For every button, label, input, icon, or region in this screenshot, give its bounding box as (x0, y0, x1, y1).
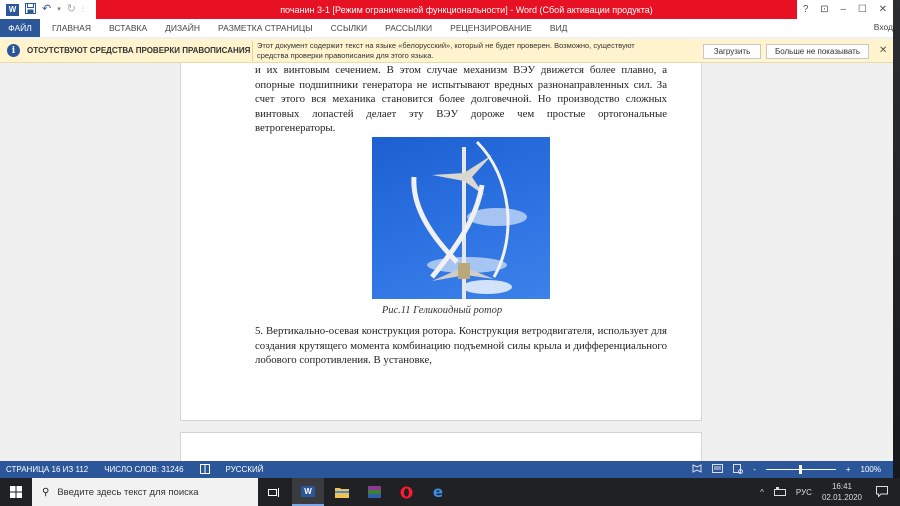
network-icon[interactable] (774, 487, 786, 498)
helicoid-rotor-image[interactable] (372, 137, 550, 299)
redo-icon[interactable]: ↻ (66, 3, 76, 15)
word-app-icon[interactable]: W (6, 4, 19, 16)
zoom-slider[interactable] (766, 469, 836, 470)
taskbar-winrar-icon[interactable] (358, 478, 390, 506)
search-placeholder: Введите здесь текст для поиска (57, 486, 199, 498)
clock-time: 16:41 (831, 482, 852, 491)
print-layout-icon[interactable] (712, 464, 723, 475)
language-indicator[interactable]: РУССКИЙ (225, 465, 264, 474)
word-count[interactable]: ЧИСЛО СЛОВ: 31246 (104, 465, 184, 474)
document-page[interactable] (180, 63, 702, 421)
undo-dropdown-icon[interactable]: ▾ (57, 6, 61, 13)
close-button[interactable]: ✕ (878, 4, 888, 15)
help-icon[interactable]: ? (802, 4, 809, 15)
quick-access-toolbar (0, 0, 96, 19)
start-button[interactable] (0, 478, 32, 506)
undo-icon[interactable]: ↶ (42, 3, 52, 15)
zoom-slider-thumb[interactable] (799, 465, 802, 474)
title-bar (0, 0, 893, 19)
save-icon[interactable] (25, 3, 36, 17)
download-button[interactable]: Загрузить (703, 44, 761, 59)
message-text: Этот документ содержит текст на языке «белорусский», который не будет проверен. Возможно, существуют средства проверки правописания для этого языка. (252, 41, 667, 61)
tab-home[interactable]: ГЛАВНАЯ (52, 23, 91, 33)
tab-insert[interactable]: ВСТАВКА (109, 23, 148, 33)
clock-date: 02.01.2020 (821, 493, 862, 502)
taskbar-opera-icon[interactable] (390, 478, 422, 506)
taskbar-file-explorer-icon[interactable] (326, 478, 358, 506)
sign-in-link[interactable]: Вход (873, 22, 893, 32)
windows-logo-icon (10, 486, 22, 498)
taskbar-word-icon[interactable]: W (292, 478, 324, 506)
window-title: почанин 3-1 [Режим ограниченной функциональности] - Word (Сбой активации продукта) (96, 0, 797, 19)
tab-view[interactable]: ВИД (549, 23, 568, 33)
info-icon: i (7, 44, 20, 57)
tab-review[interactable]: РЕЦЕНЗИРОВАНИЕ (450, 23, 532, 33)
paragraph-vertical-axis[interactable]: 5. Вертикально-осевая конструкция ротора. Конструкция ветродвигателя, использует для создания крутящего момента комбинацию подъемной силы крыла и дифференциального лобового сопротивления. В установке, (255, 325, 667, 367)
figure-caption: Рис.11 Геликоидный ротор (381, 305, 503, 316)
status-bar (0, 461, 893, 478)
dont-show-again-button[interactable]: Больше не показывать (766, 44, 869, 59)
paragraph-helicoid-description[interactable]: и их винтовым сечением. В этом случае механизм ВЭУ движется более плавно, а опорные подшипники генератора не испытывают вредных разнонаправленных сил. За счет этого вся механика становится более долговечной. Но производство сложных винтовых лопастей делает эту ВЭУ дороже чем простые ортогональные ветрогенераторы. (255, 64, 667, 135)
close-message-icon[interactable]: ✕ (879, 45, 888, 56)
input-language[interactable]: РУС (795, 487, 812, 497)
tab-page-layout[interactable]: РАЗМЕТКА СТРАНИЦЫ (218, 23, 313, 33)
tab-mailings[interactable]: РАССЫЛКИ (385, 23, 433, 33)
web-layout-icon[interactable] (733, 464, 743, 476)
message-title: ОТСУТСТВУЮТ СРЕДСТВА ПРОВЕРКИ ПРАВОПИСАНИЯ (27, 46, 251, 55)
page-count[interactable]: СТРАНИЦА 16 ИЗ 112 (6, 465, 89, 474)
zoom-out-button[interactable]: - (753, 465, 756, 474)
task-view-icon[interactable] (258, 478, 290, 506)
view-zoom-controls (692, 461, 893, 478)
ribbon-display-options-icon[interactable]: ⊡ (820, 4, 829, 15)
windows-taskbar (0, 478, 900, 506)
show-hidden-icons-icon[interactable]: ^ (760, 487, 764, 497)
zoom-in-button[interactable]: + (845, 465, 851, 474)
proofing-icon[interactable] (200, 464, 210, 476)
proofing-message-bar (0, 39, 893, 63)
maximize-button[interactable]: ☐ (857, 4, 867, 15)
system-tray (760, 478, 900, 506)
ribbon-tabs (0, 19, 893, 37)
window-controls (797, 0, 893, 19)
desktop-background (893, 0, 900, 478)
zoom-level[interactable]: 100% (860, 465, 881, 474)
action-center-icon[interactable] (876, 486, 888, 499)
read-mode-icon[interactable] (692, 464, 702, 475)
taskbar-edge-icon[interactable]: e (432, 483, 444, 501)
clock[interactable] (822, 481, 862, 503)
document-area[interactable] (0, 63, 893, 461)
customize-qat-icon[interactable]: ⫶ (81, 4, 84, 14)
search-icon: ⚲ (42, 486, 50, 498)
tab-design[interactable]: ДИЗАЙН (165, 23, 201, 33)
tab-references[interactable]: ССЫЛКИ (330, 23, 368, 33)
minimize-button[interactable]: – (840, 4, 847, 15)
taskbar-search-box[interactable] (32, 478, 258, 506)
tab-file[interactable]: ФАЙЛ (0, 19, 40, 37)
